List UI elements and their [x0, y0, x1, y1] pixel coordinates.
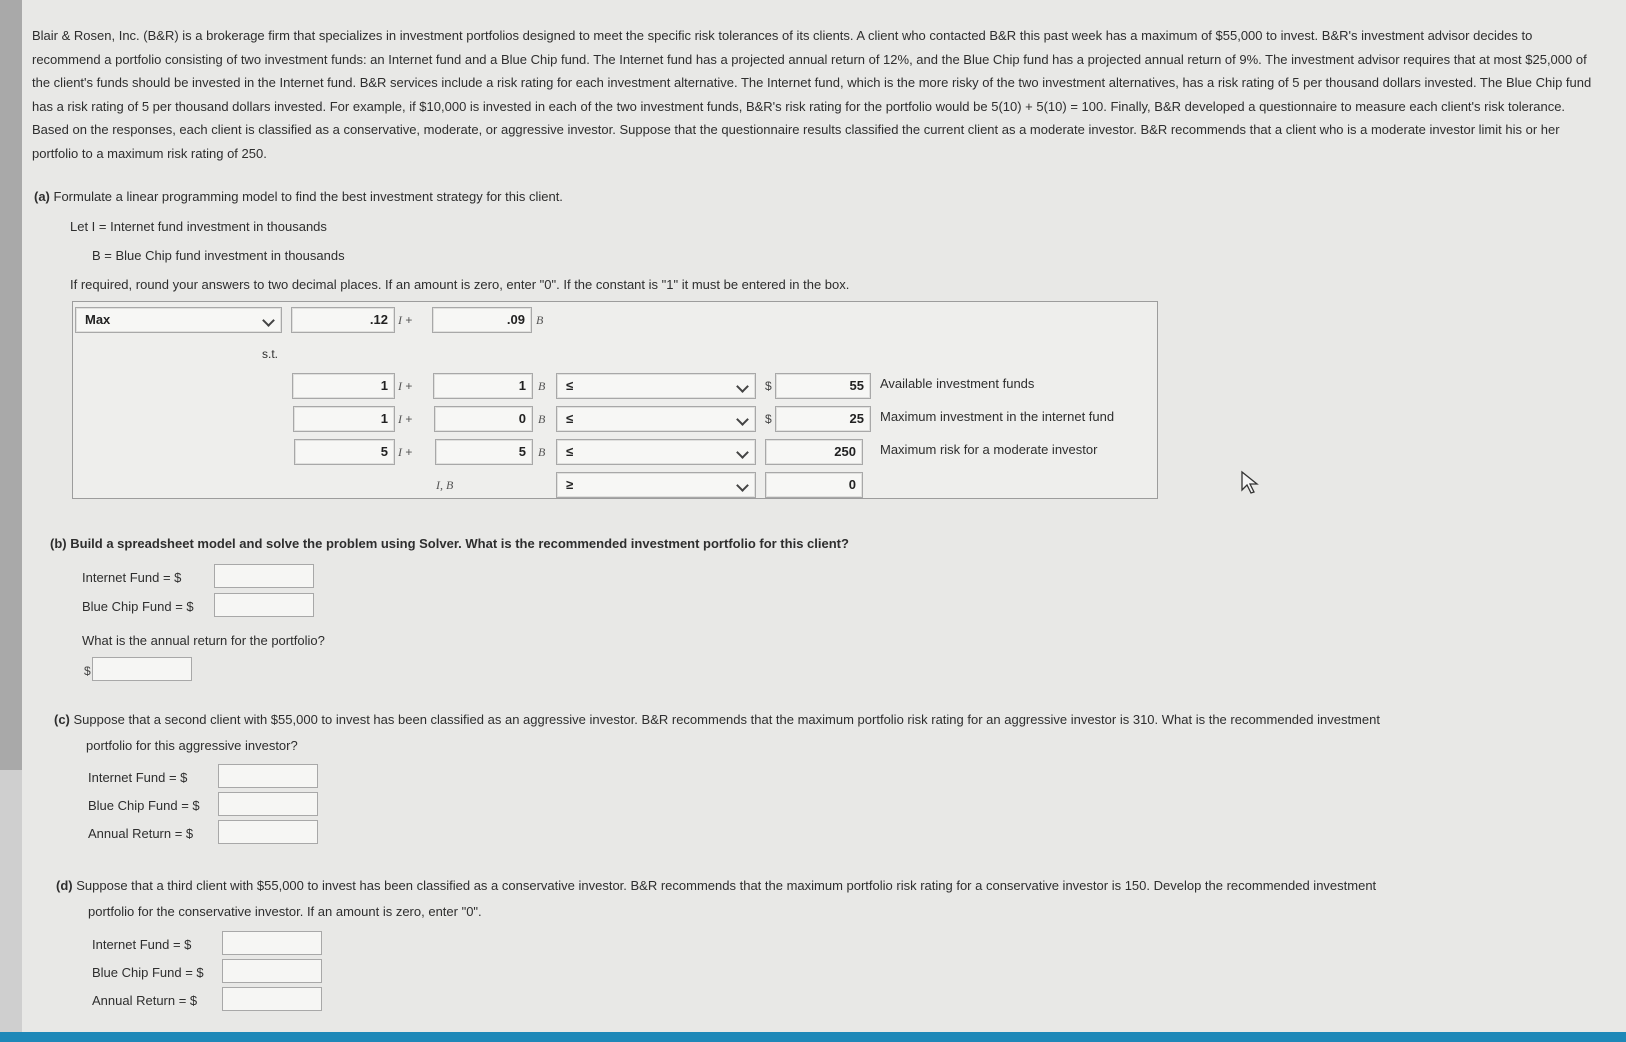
rounding-note: If required, round your answers to two decimal places. If an amount is zero, enter "0". If the constant is "1" it must be entered in the box.: [70, 277, 850, 292]
c1-var-i: I +: [398, 379, 413, 393]
c1-description: Available investment funds: [880, 376, 1035, 391]
c2-coef-b-input[interactable]: 0: [434, 406, 533, 432]
c-return-label: Annual Return = $: [88, 826, 194, 841]
part-a-label: (a): [34, 189, 50, 204]
part-c-text-line2: portfolio for this aggressive investor?: [86, 738, 298, 753]
part-d-text: Suppose that a third client with $55,000 to invest has been classified as a conservative investor. B&R recommends that the maximum portfolio risk rating for a conservative investor is 150. Develop the recommended investment: [76, 878, 1377, 893]
part-d-label: (d): [56, 878, 73, 893]
var-b-label: B: [536, 313, 544, 327]
c2-var-i: I +: [398, 412, 413, 426]
objective-coef-b-input[interactable]: .09: [432, 307, 532, 333]
d-return-label: Annual Return = $: [92, 993, 198, 1008]
objective-coef-i-input[interactable]: .12: [291, 307, 395, 333]
objective-type-value: Max: [85, 312, 111, 327]
part-b-question: [50, 536, 849, 551]
bottom-bar: [0, 1032, 1626, 1042]
scrollbar-thumb[interactable]: [0, 0, 22, 770]
c3-operator-value: ≤: [566, 444, 574, 459]
c1-operator-value: ≤: [566, 378, 574, 393]
d-annual-return-input[interactable]: [222, 987, 322, 1011]
b-internet-fund-input[interactable]: [214, 564, 314, 588]
chevron-down-icon: [736, 446, 749, 459]
c3-var-b: B: [538, 445, 546, 459]
part-a-question: [34, 189, 563, 204]
part-c-label: (c): [54, 712, 70, 727]
b-return-dollar: $: [84, 664, 91, 678]
c-bluechip-fund-input[interactable]: [218, 792, 318, 816]
nonneg-rhs-input[interactable]: 0: [765, 472, 863, 498]
c1-coef-b-input[interactable]: 1: [433, 373, 533, 399]
c1-rhs-input[interactable]: 55: [775, 373, 871, 399]
chevron-down-icon: [736, 413, 749, 426]
c-internet-fund-input[interactable]: [218, 764, 318, 788]
problem-intro: Blair & Rosen, Inc. (B&R) is a brokerage firm that specializes in investment portfolios designed to meet the specific risk tolerances of its clients. A client who contacted B&R this past week has a maximum of $55,000 to invest. B&R's investment advisor decides to recommend a portfolio consisting of two investment funds: an Internet fund and a Blue Chip fund. The Internet fund has a projected annual return of 12%, and the Blue Chip fund has a projected annual return of 9%. The investment advisor requires that at most $25,000 of the client's funds should be invested in the Internet fund. B&R services include a risk rating for each investment alternative. The Internet fund, which is the more risky of the two investment alternatives, has a risk rating of 5 per thousand dollars invested. The Blue Chip fund has a risk rating of 5 per thousand dollars invested. For example, if $10,000 is invested in each of the two investment funds, B&R's risk rating for the portfolio would be 5(10) + 5(10) = 100. Finally, B&R developed a questionnaire to measure each client's risk tolerance. Based on the responses, each client is classified as a conservative, moderate, or aggressive investor. Suppose that the questionnaire results classified the current client as a moderate investor. B&R recommends that a client who is a moderate investor limit his or her portfolio to a maximum risk rating of 250.: [32, 28, 1592, 161]
b-annual-return-input[interactable]: [92, 657, 192, 681]
mouse-pointer-icon: [1240, 470, 1262, 496]
part-d-question: [56, 878, 1376, 893]
part-d-text-line2: portfolio for the conservative investor. If an amount is zero, enter "0".: [88, 904, 482, 919]
c3-rhs-input[interactable]: 250: [765, 439, 863, 465]
part-c-question: [54, 712, 1380, 727]
c2-operator-select[interactable]: [556, 406, 756, 432]
c1-coef-i-input[interactable]: 1: [292, 373, 395, 399]
c2-operator-value: ≤: [566, 411, 574, 426]
c-internet-label: Internet Fund = $: [88, 770, 188, 785]
c-annual-return-input[interactable]: [218, 820, 318, 844]
c2-rhs-input[interactable]: 25: [775, 406, 871, 432]
var-i-label: I +: [398, 313, 413, 327]
part-c-text: Suppose that a second client with $55,000 to invest has been classified as an aggressive investor. B&R recommends that the maximum portfolio risk rating for an aggressive investor is 310. What is the recommended investment: [73, 712, 1380, 727]
c1-operator-select[interactable]: [556, 373, 756, 399]
part-b-text: Build a spreadsheet model and solve the problem using Solver. What is the recommended investment portfolio for this client?: [70, 536, 849, 551]
chevron-down-icon: [736, 380, 749, 393]
c3-coef-b-input[interactable]: 5: [435, 439, 533, 465]
c2-description: Maximum investment in the internet fund: [880, 409, 1115, 424]
c2-dollar: $: [765, 412, 772, 426]
c3-var-i: I +: [398, 445, 413, 459]
d-bluechip-fund-input[interactable]: [222, 959, 322, 983]
b-bluechip-fund-input[interactable]: [214, 593, 314, 617]
c3-description: Maximum risk for a moderate investor: [880, 442, 1098, 457]
nonneg-operator-value: ≥: [566, 477, 574, 492]
subject-to-label: s.t.: [262, 347, 279, 361]
b-return-question: What is the annual return for the portfolio?: [82, 633, 325, 648]
d-internet-label: Internet Fund = $: [92, 937, 192, 952]
b-bluechip-label: Blue Chip Fund = $: [82, 599, 194, 614]
c3-operator-select[interactable]: [556, 439, 756, 465]
part-a-text: Formulate a linear programming model to find the best investment strategy for this client.: [53, 189, 563, 204]
nonneg-vars-label: I, B: [436, 478, 454, 492]
c2-var-b: B: [538, 412, 546, 426]
c1-var-b: B: [538, 379, 546, 393]
d-internet-fund-input[interactable]: [222, 931, 322, 955]
nonneg-operator-select[interactable]: [556, 472, 756, 498]
chevron-down-icon: [736, 479, 749, 492]
c3-coef-i-input[interactable]: 5: [294, 439, 395, 465]
part-b-label: (b): [50, 536, 67, 551]
chevron-down-icon: [262, 314, 275, 327]
c2-coef-i-input[interactable]: 1: [293, 406, 395, 432]
b-internet-label: Internet Fund = $: [82, 570, 182, 585]
vertical-scrollbar[interactable]: [0, 0, 22, 1042]
c-bluechip-label: Blue Chip Fund = $: [88, 798, 200, 813]
d-bluechip-label: Blue Chip Fund = $: [92, 965, 204, 980]
let-i-definition: Let I = Internet fund investment in thousands: [70, 219, 327, 234]
objective-type-select[interactable]: [75, 307, 282, 333]
let-b-definition: B = Blue Chip fund investment in thousands: [92, 248, 345, 263]
c1-dollar: $: [765, 379, 772, 393]
